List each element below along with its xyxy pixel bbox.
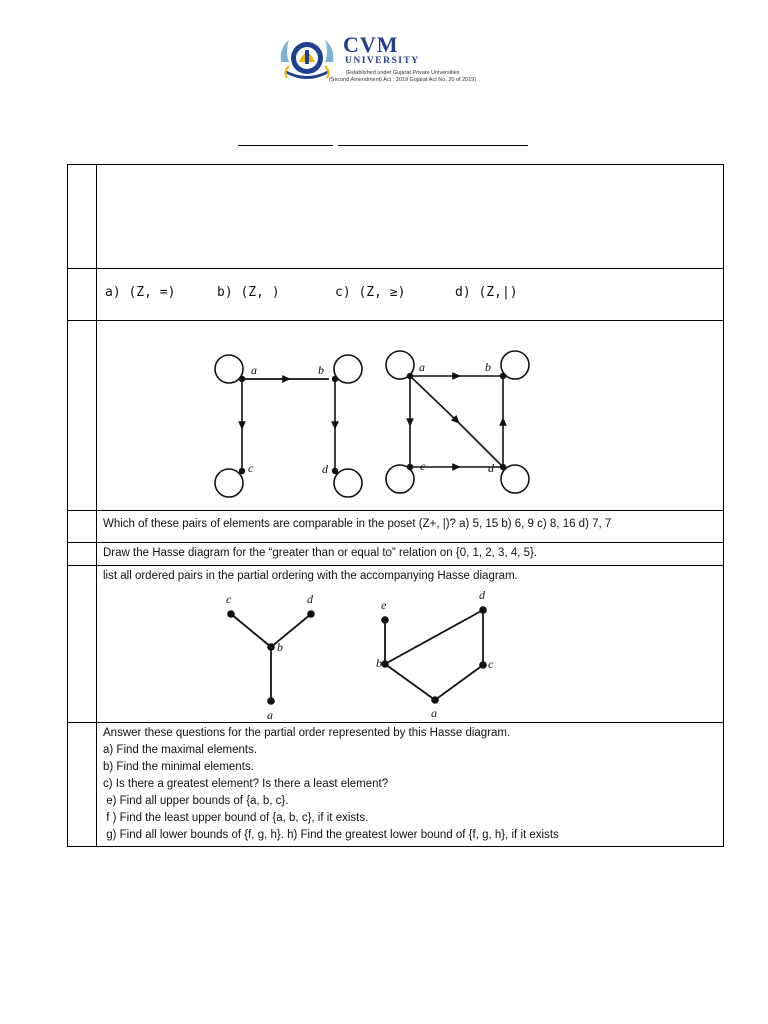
hasse-label-a: a xyxy=(431,706,437,720)
option-list xyxy=(97,269,723,300)
hasse-diagram-left xyxy=(231,614,311,701)
hasse-label-e: e xyxy=(381,598,387,612)
question-number-cell xyxy=(68,269,97,321)
question-cell xyxy=(97,321,724,511)
question-text: Draw the Hasse diagram for the “greater than or equal to” relation on {0, 1, 2, 3, 4, 5}. xyxy=(103,547,538,559)
question-number-cell xyxy=(68,723,97,847)
hasse-diagrams-figure xyxy=(97,587,723,721)
hasse-label-a: a xyxy=(267,708,273,721)
question-row-7 xyxy=(68,723,724,847)
label-d-left: d xyxy=(322,462,328,476)
question-text xyxy=(97,723,723,846)
label-d-right: d xyxy=(488,461,494,475)
question-table xyxy=(67,164,724,847)
node-b-right xyxy=(500,373,506,379)
hasse-label-b: b xyxy=(277,640,283,654)
node-a-right xyxy=(407,373,413,379)
hasse-label-c: c xyxy=(226,592,232,606)
node-d-right xyxy=(500,464,506,470)
question-line: b) Find the minimal elements. xyxy=(103,761,254,773)
directed-graph-left xyxy=(215,355,362,497)
question-text xyxy=(97,165,723,169)
option-c: c) (Z, ≥) xyxy=(335,285,406,300)
node-a-left xyxy=(239,376,245,382)
question-line: f ) Find the least upper bound of {a, b, c}, if it exists. xyxy=(103,812,369,824)
hasse-node-c xyxy=(227,610,235,618)
hasse-node-d xyxy=(307,610,315,618)
directed-graph-right xyxy=(386,351,529,493)
question-number-cell xyxy=(68,165,97,269)
question-line: Answer these questions for the partial order represented by this Hasse diagram. xyxy=(103,727,511,739)
question-cell xyxy=(97,165,724,269)
loop-d xyxy=(334,469,362,497)
label-b-left: b xyxy=(318,363,324,377)
directed-graphs-figure xyxy=(97,321,723,509)
question-cell xyxy=(97,269,724,321)
question-cell xyxy=(97,566,724,723)
question-row-6 xyxy=(68,566,724,723)
question-number-cell xyxy=(68,566,97,723)
hasse-label-d: d xyxy=(479,588,485,602)
hasse-node-e xyxy=(381,616,389,624)
question-line: g) Find all lower bounds of {f, g, h}. h) Find the greatest lower bound of {f, g, h}, if it exists xyxy=(103,829,559,841)
hasse-node-b xyxy=(381,660,389,668)
hasse-node-a xyxy=(431,696,439,704)
question-number-cell xyxy=(68,511,97,543)
question-line: a) Find the maximal elements. xyxy=(103,744,258,756)
question-text: list all ordered pairs in the partial ordering with the accompanying Hasse diagram. xyxy=(103,570,518,582)
label-a-right: a xyxy=(419,360,425,374)
option-d: d) (Z,|) xyxy=(455,285,518,300)
question-text: Which of these pairs of elements are comparable in the poset (Z+, |)? a) 5, 15 b) 6, 9 c) 8, 16 d) 7, 7 xyxy=(103,518,612,530)
question-row-2 xyxy=(68,269,724,321)
edge-a-d xyxy=(410,376,503,467)
label-c-left: c xyxy=(248,461,254,475)
node-c-left xyxy=(239,468,245,474)
title-underline-left xyxy=(238,145,333,146)
label-a-left: a xyxy=(251,363,257,377)
node-c-right xyxy=(407,464,413,470)
label-c-right: c xyxy=(420,459,426,473)
hasse-label-c: c xyxy=(488,657,494,671)
node-b-left xyxy=(332,376,338,382)
node-d-left xyxy=(332,468,338,474)
hasse-label-d: d xyxy=(307,592,313,606)
question-cell xyxy=(97,511,724,543)
question-line: c) Is there a greatest element? Is there a least element? xyxy=(103,778,389,790)
loop-c xyxy=(215,469,243,497)
question-row-4 xyxy=(68,511,724,543)
university-logo xyxy=(275,32,490,84)
hasse-node-d xyxy=(479,606,487,614)
hasse-node-c xyxy=(479,661,487,669)
hasse-node-a xyxy=(267,697,275,705)
hasse-label-b: b xyxy=(376,656,382,670)
question-number-cell xyxy=(68,321,97,511)
label-b-right: b xyxy=(485,360,491,374)
loop-b xyxy=(334,355,362,383)
question-row-1 xyxy=(68,165,724,269)
question-line: e) Find all upper bounds of {a, b, c}. xyxy=(103,795,289,807)
university-name: CVM xyxy=(343,32,399,57)
loop-a xyxy=(215,355,243,383)
establishment-note: (Established under Gujarat Private Universities (Second Amendment) Act : 2019 Gujarat Act No. 20 of 2019) xyxy=(328,70,477,83)
hasse-node-b xyxy=(267,643,275,651)
option-b: b) (Z, ) xyxy=(217,285,280,300)
question-row-3 xyxy=(68,321,724,511)
question-cell xyxy=(97,723,724,847)
option-a: a) (Z, =) xyxy=(105,285,176,300)
title-underline-right xyxy=(338,145,528,146)
question-row-5 xyxy=(68,543,724,566)
university-subtitle: UNIVERSITY xyxy=(345,56,420,66)
question-number-cell xyxy=(68,543,97,566)
question-cell xyxy=(97,543,724,566)
hasse-diagram-right xyxy=(385,610,483,700)
